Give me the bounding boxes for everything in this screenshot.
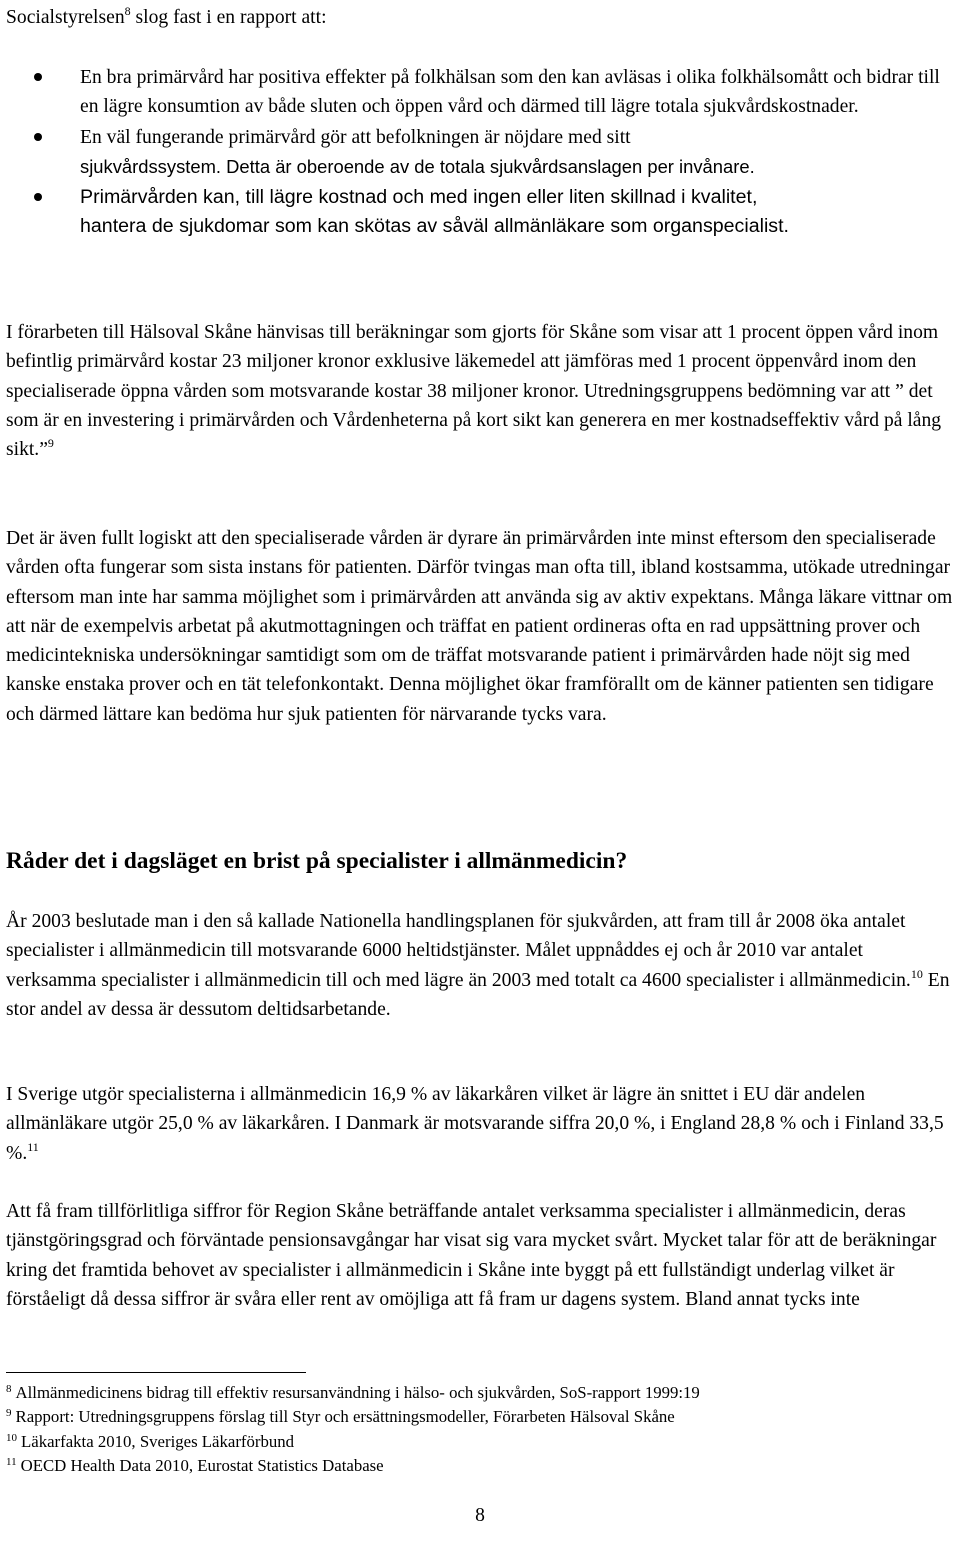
footnote-ref: 9 [47,436,54,451]
footnote-item [6,1430,956,1454]
bullet-icon [34,133,42,141]
bullet-text: En väl fungerande primärvård gör att befolkningen är nöjdare med sitt [80,126,631,148]
paragraph-text: I Sverige utgör specialisterna i allmänmedicin 16,9 % av läkarkåren vilket är lägre än snittet i EU där andelen allmänläkare utgör 25,0 % av läkarkåren. I Danmark är motsvarande siffra 20,0 %, i England 28,8 % och i Finland 33,5 %. [6,1084,944,1164]
paragraph-text: Att få fram tillförlitliga siffror för Region Skåne beträffande antalet verksamma specialister i allmänmedicin, deras tjänstgöringsgrad och förväntade pensionsavgångar har visat sig vara mycket svårt. Mycket talar för att de beräkningar kring det framtida behovet av specialister i allmänmedicin i Skåne inte byggt på ett fullständigt underlag vilket är förståeligt då dessa siffror är svåra eller rent av omöjliga att få fram ur dagens system. Bland annat tycks inte [6,1201,937,1310]
footnote-item [6,1454,956,1478]
footnote-item [6,1405,956,1429]
bullet-text: Primärvården kan, till lägre kostnad och med ingen eller liten skillnad i kvalitet, [80,186,758,209]
paragraph-text: I förarbeten till Hälsoval Skåne hänvisas till beräkningar som gjorts för Skåne som visar att 1 procent öppen vård inom befintlig primärvård kostar 23 miljoner kronor exklusive läkemedel att jämföras med 1 procent öppenvård inom den specialiserade öppna vården som motsvarande kostar 38 miljoner kronor. Utredningsgruppens bedömning var att ” det som är en investering i primärvården och Vårdenheterna på kort sikt kan generera en mer kostnadseffektiv vård på lång sikt.” [6,322,942,461]
footnote-ref: 11 [27,1139,39,1154]
paragraph-text: Det är även fullt logiskt att den specialiserade vården är dyrare än primärvården inte minst eftersom den specialiserade vården ofta fungerar som sista instans för patienten. Därför tvingas man ofta till, ibland kostsamma, utökade utredningar eftersom man inte har samma möjlighet som i primärvården att använda sig av aktiv expektans. Många läkare vittnar om att när de exempelvis arbetat på akutmottagningen och träffat en patient ordineras ofta en rad uppsättning prover och medicintekniska undersökningar samtidigt som om de träffat motsvarande patient i primärvården hade nöjt sig med kanske enstaka prover och en tät telefonkontakt. Denna möjlighet ökar framförallt om de känner patienten sen tidigare och därmed lättare kan bedöma hur sjuk patienten för närvarande tycks vara. [6,528,953,725]
footnote-text: Rapport: Utredningsgruppens förslag till Styr och ersättningsmodeller, Förarbeten Hälsoval Skåne [15,1407,675,1427]
paragraph-text: År 2003 beslutade man i den så kallade Nationella handlingsplanen för sjukvården, att fram till år 2008 öka antalet specialister i allmänmedicin till motsvarande 6000 heltidstjänster. Målet uppnåddes ej och år 2010 var antalet verksamma specialister i allmänmedicin till och med lägre än 2003 med totalt ca 4600 specialister i allmänmedicin. [6,911,911,991]
intro-paragraph [6,3,956,32]
paragraph-specialized-care [6,524,956,729]
footnote-item [6,1381,956,1405]
bullet-text-continued: hantera de sjukdomar som kan skötas av såväl allmänläkare som organspecialist. [80,215,789,238]
bullet-list [6,63,956,242]
footnote-number: 9 [6,1407,12,1420]
footnote-number: 8 [6,1383,12,1395]
footnote-ref: 10 [910,966,923,981]
paragraph-text-after: En stor andel av dessa är dessutom deltidsarbetande. [6,969,950,1020]
footnote-number: 10 [6,1431,17,1444]
bullet-text: En bra primärvård har positiva effekter på folkhälsan som den kan avläsas i olika folkhälsomått och bidrar till en lägre konsumtion av både sluten och öppen vård och därmed till lägre totala sjukvårdskostnader. [80,67,940,118]
bullet-item [6,63,956,122]
footnote-divider [6,1372,306,1373]
footnote-number: 11 [6,1455,17,1468]
paragraph-eu-comparison [6,1080,956,1168]
footnote-text: OECD Health Data 2010, Eurostat Statistics Database [20,1455,384,1475]
paragraph-halsoval [6,318,956,464]
paragraph-region-skane [6,1197,956,1314]
bullet-icon [34,193,42,201]
bullet-item [6,183,956,242]
footnote-text: Allmänmedicinens bidrag till effektiv resursanvändning i hälso- och sjukvården, SoS-rapport 1999:19 [15,1383,700,1402]
section-heading: Råder det i dagsläget en brist på specialister i allmänmedicin? [6,848,628,874]
page-number: 8 [475,1505,485,1526]
footnotes [6,1381,956,1478]
bullet-item [6,123,956,183]
footnote-text: Läkarfakta 2010, Sveriges Läkarförbund [21,1431,295,1451]
paragraph-action-plan [6,907,956,1024]
intro-text-after: slog fast i en rapport att: [130,7,327,28]
bullet-text-continued: sjukvårdssystem. Detta är oberoende av de totala sjukvårdsanslagen per invånare. [80,155,755,177]
bullet-icon [34,73,42,81]
footnote-ref: 8 [124,4,131,18]
intro-text: Socialstyrelsen [6,7,125,28]
